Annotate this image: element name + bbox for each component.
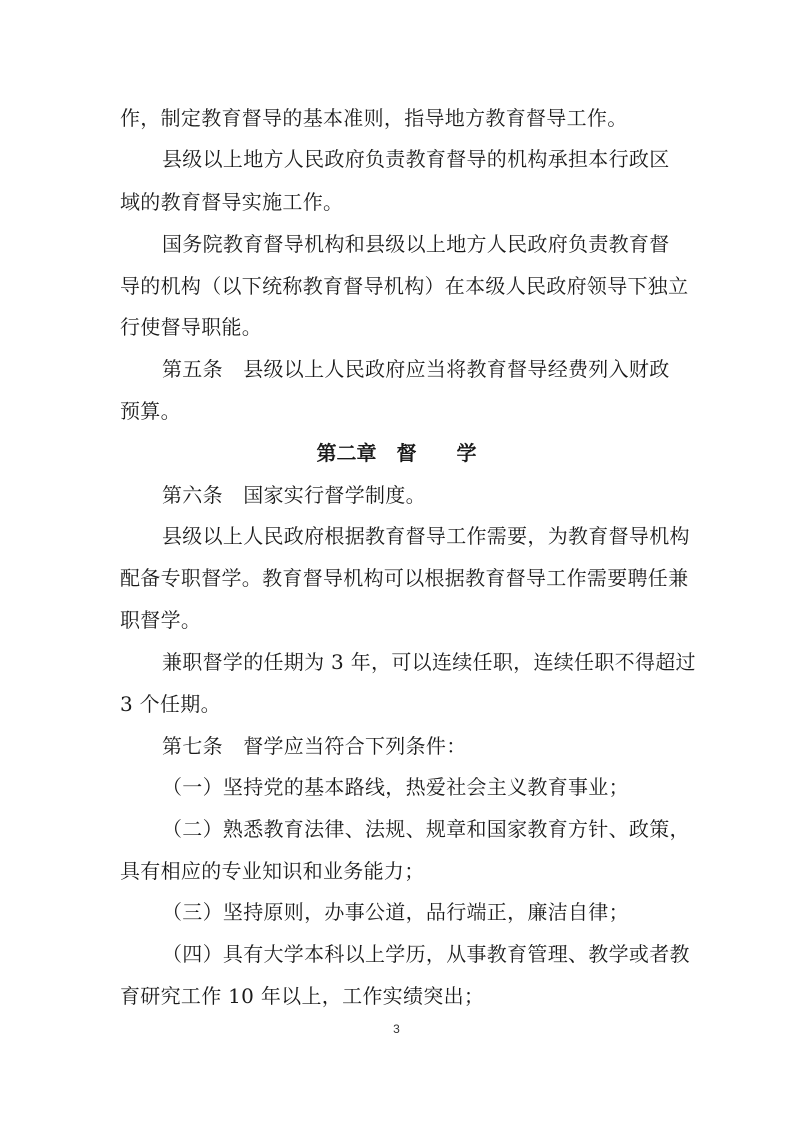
paragraph-line: 国务院教育督导机构和县级以上地方人民政府负责教育督: [162, 232, 670, 256]
chapter-heading: 第二章 督 学: [316, 441, 477, 465]
article-six: 第六条 国家实行督学制度。: [162, 483, 426, 507]
article-seven: 第七条 督学应当符合下列条件：: [162, 734, 467, 758]
text-line: 3 个任期。: [120, 692, 221, 716]
list-item: （三）坚持原则，办事公道，品行端正，廉洁自律；: [162, 900, 629, 924]
text-line: 预算。: [120, 399, 181, 423]
article-five: 第五条 县级以上人民政府应当将教育督导经费列入财政: [162, 357, 670, 381]
list-item: （一）坚持党的基本路线，热爱社会主义教育事业；: [162, 775, 629, 799]
list-item: （四）具有大学本科以上学历，从事教育管理、教学或者教: [162, 942, 690, 966]
text-line: 作，制定教育督导的基本准则，指导地方教育督导工作。: [120, 106, 628, 130]
text-line: 行使督导职能。: [120, 315, 263, 339]
paragraph-line: 兼职督学的任期为 3 年，可以连续任职，连续任职不得超过: [162, 650, 696, 674]
list-item: （二）熟悉教育法律、法规、规章和国家教育方针、政策，: [162, 817, 690, 841]
text-line: 导的机构（以下统称教育督导机构）在本级人民政府领导下独立: [120, 274, 689, 298]
paragraph-line: 县级以上地方人民政府负责教育督导的机构承担本行政区: [162, 147, 670, 171]
text-line: 育研究工作 10 年以上，工作实绩突出；: [120, 984, 485, 1008]
text-line: 域的教育督导实施工作。: [120, 190, 344, 214]
page-number: 3: [393, 1022, 400, 1036]
text-line: 具有相应的专业知识和业务能力；: [120, 859, 425, 883]
text-line: 配备专职督学。教育督导机构可以根据教育督导工作需要聘任兼: [120, 566, 689, 590]
paragraph-line: 县级以上人民政府根据教育督导工作需要，为教育督导机构: [162, 524, 690, 548]
text-line: 职督学。: [120, 608, 202, 632]
